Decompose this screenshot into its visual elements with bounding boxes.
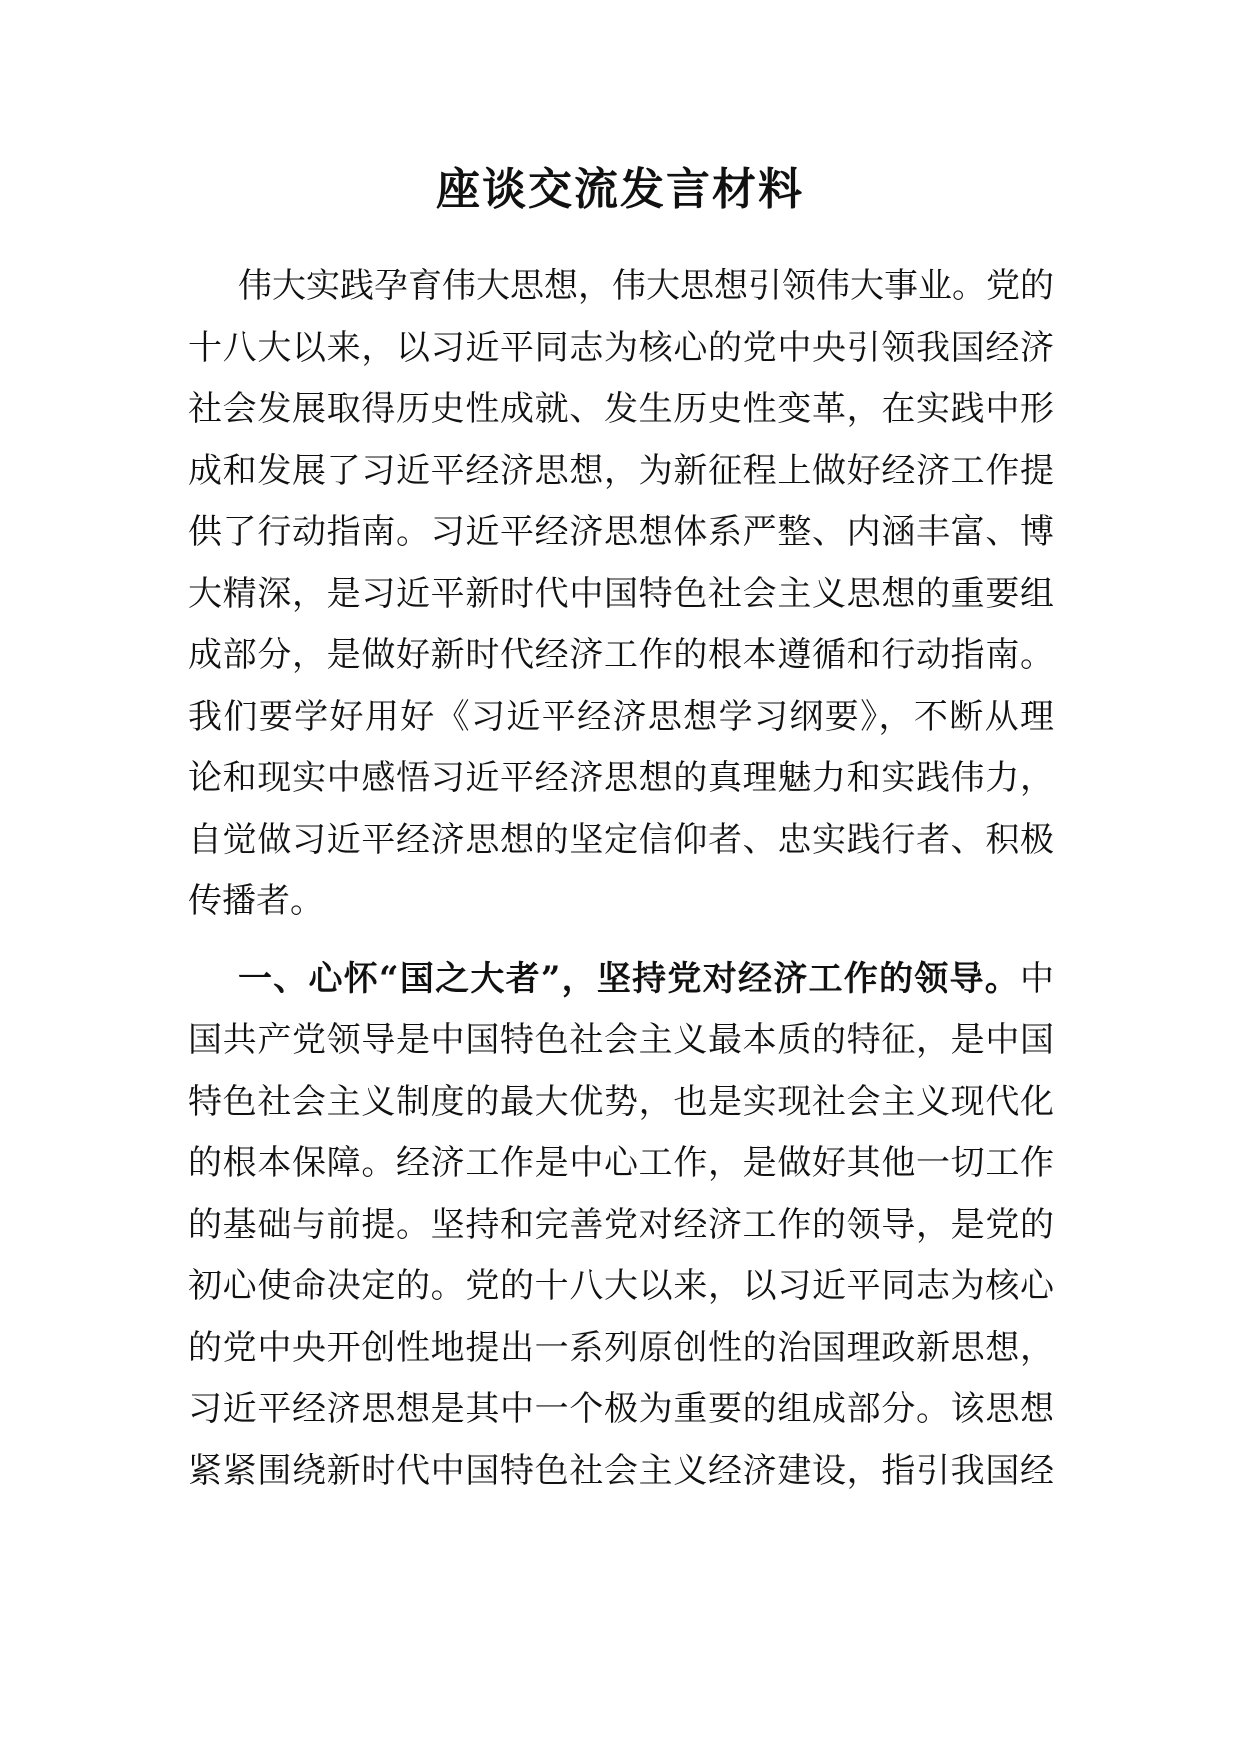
paragraph-line: 传播者。 (188, 881, 324, 921)
intro-paragraph (188, 256, 1054, 933)
paragraph-line: 成和发展了习近平经济思想，为新征程上做好经济工作提 (188, 450, 1054, 491)
paragraph-line: 社会发展取得历史性成就、发生历史性变革，在实践中形 (188, 389, 1054, 429)
document-title: 座谈交流发言材料 (436, 164, 804, 215)
paragraph-line: 紧紧围绕新时代中国特色社会主义经济建设，指引我国经 (188, 1450, 1054, 1491)
paragraph-line: 论和现实中感悟习近平经济思想的真理魅力和实践伟力， (188, 758, 1054, 798)
paragraph-line: 的党中央开创性地提出一系列原创性的治国理政新思想， (188, 1327, 1054, 1368)
paragraph-line: 成部分，是做好新时代经济工作的根本遵循和行动指南。 (188, 635, 1054, 675)
section-1-first-line-rest: 中 (1020, 958, 1054, 999)
document-body (188, 256, 1054, 1502)
paragraph-line: 大精深，是习近平新时代中国特色社会主义思想的重要组 (188, 573, 1054, 614)
section-1-paragraph (188, 949, 1054, 1503)
paragraph-line: 的根本保障。经济工作是中心工作，是做好其他一切工作 (188, 1143, 1054, 1183)
paragraph-line: 的基础与前提。坚持和完善党对经济工作的领导，是党的 (188, 1204, 1054, 1245)
paragraph-line: 特色社会主义制度的最大优势，也是实现社会主义现代化 (188, 1081, 1054, 1122)
paragraph-gap (188, 933, 1054, 949)
paragraph-line: 十八大以来，以习近平同志为核心的党中央引领我国经济 (188, 327, 1054, 368)
paragraph-line: 我们要学好用好《习近平经济思想学习纲要》，不断从理 (188, 696, 1054, 737)
section-1-heading: 一、心怀“国之大者”，坚持党对经济工作的领导。 (238, 958, 1020, 999)
paragraph-line: 国共产党领导是中国特色社会主义最本质的特征，是中国 (188, 1020, 1054, 1060)
paragraph-line: 初心使命决定的。党的十八大以来，以习近平同志为核心 (188, 1266, 1054, 1306)
paragraph-line: 自觉做习近平经济思想的坚定信仰者、忠实践行者、积极 (188, 819, 1054, 860)
paragraph-line: 习近平经济思想是其中一个极为重要的组成部分。该思想 (188, 1389, 1054, 1429)
paragraph-line: 供了行动指南。习近平经济思想体系严整、内涵丰富、博 (188, 512, 1054, 552)
paragraph-line: 伟大实践孕育伟大思想，伟大思想引领伟大事业。党的 (238, 266, 1054, 306)
section-1-first-line (188, 949, 1054, 1011)
